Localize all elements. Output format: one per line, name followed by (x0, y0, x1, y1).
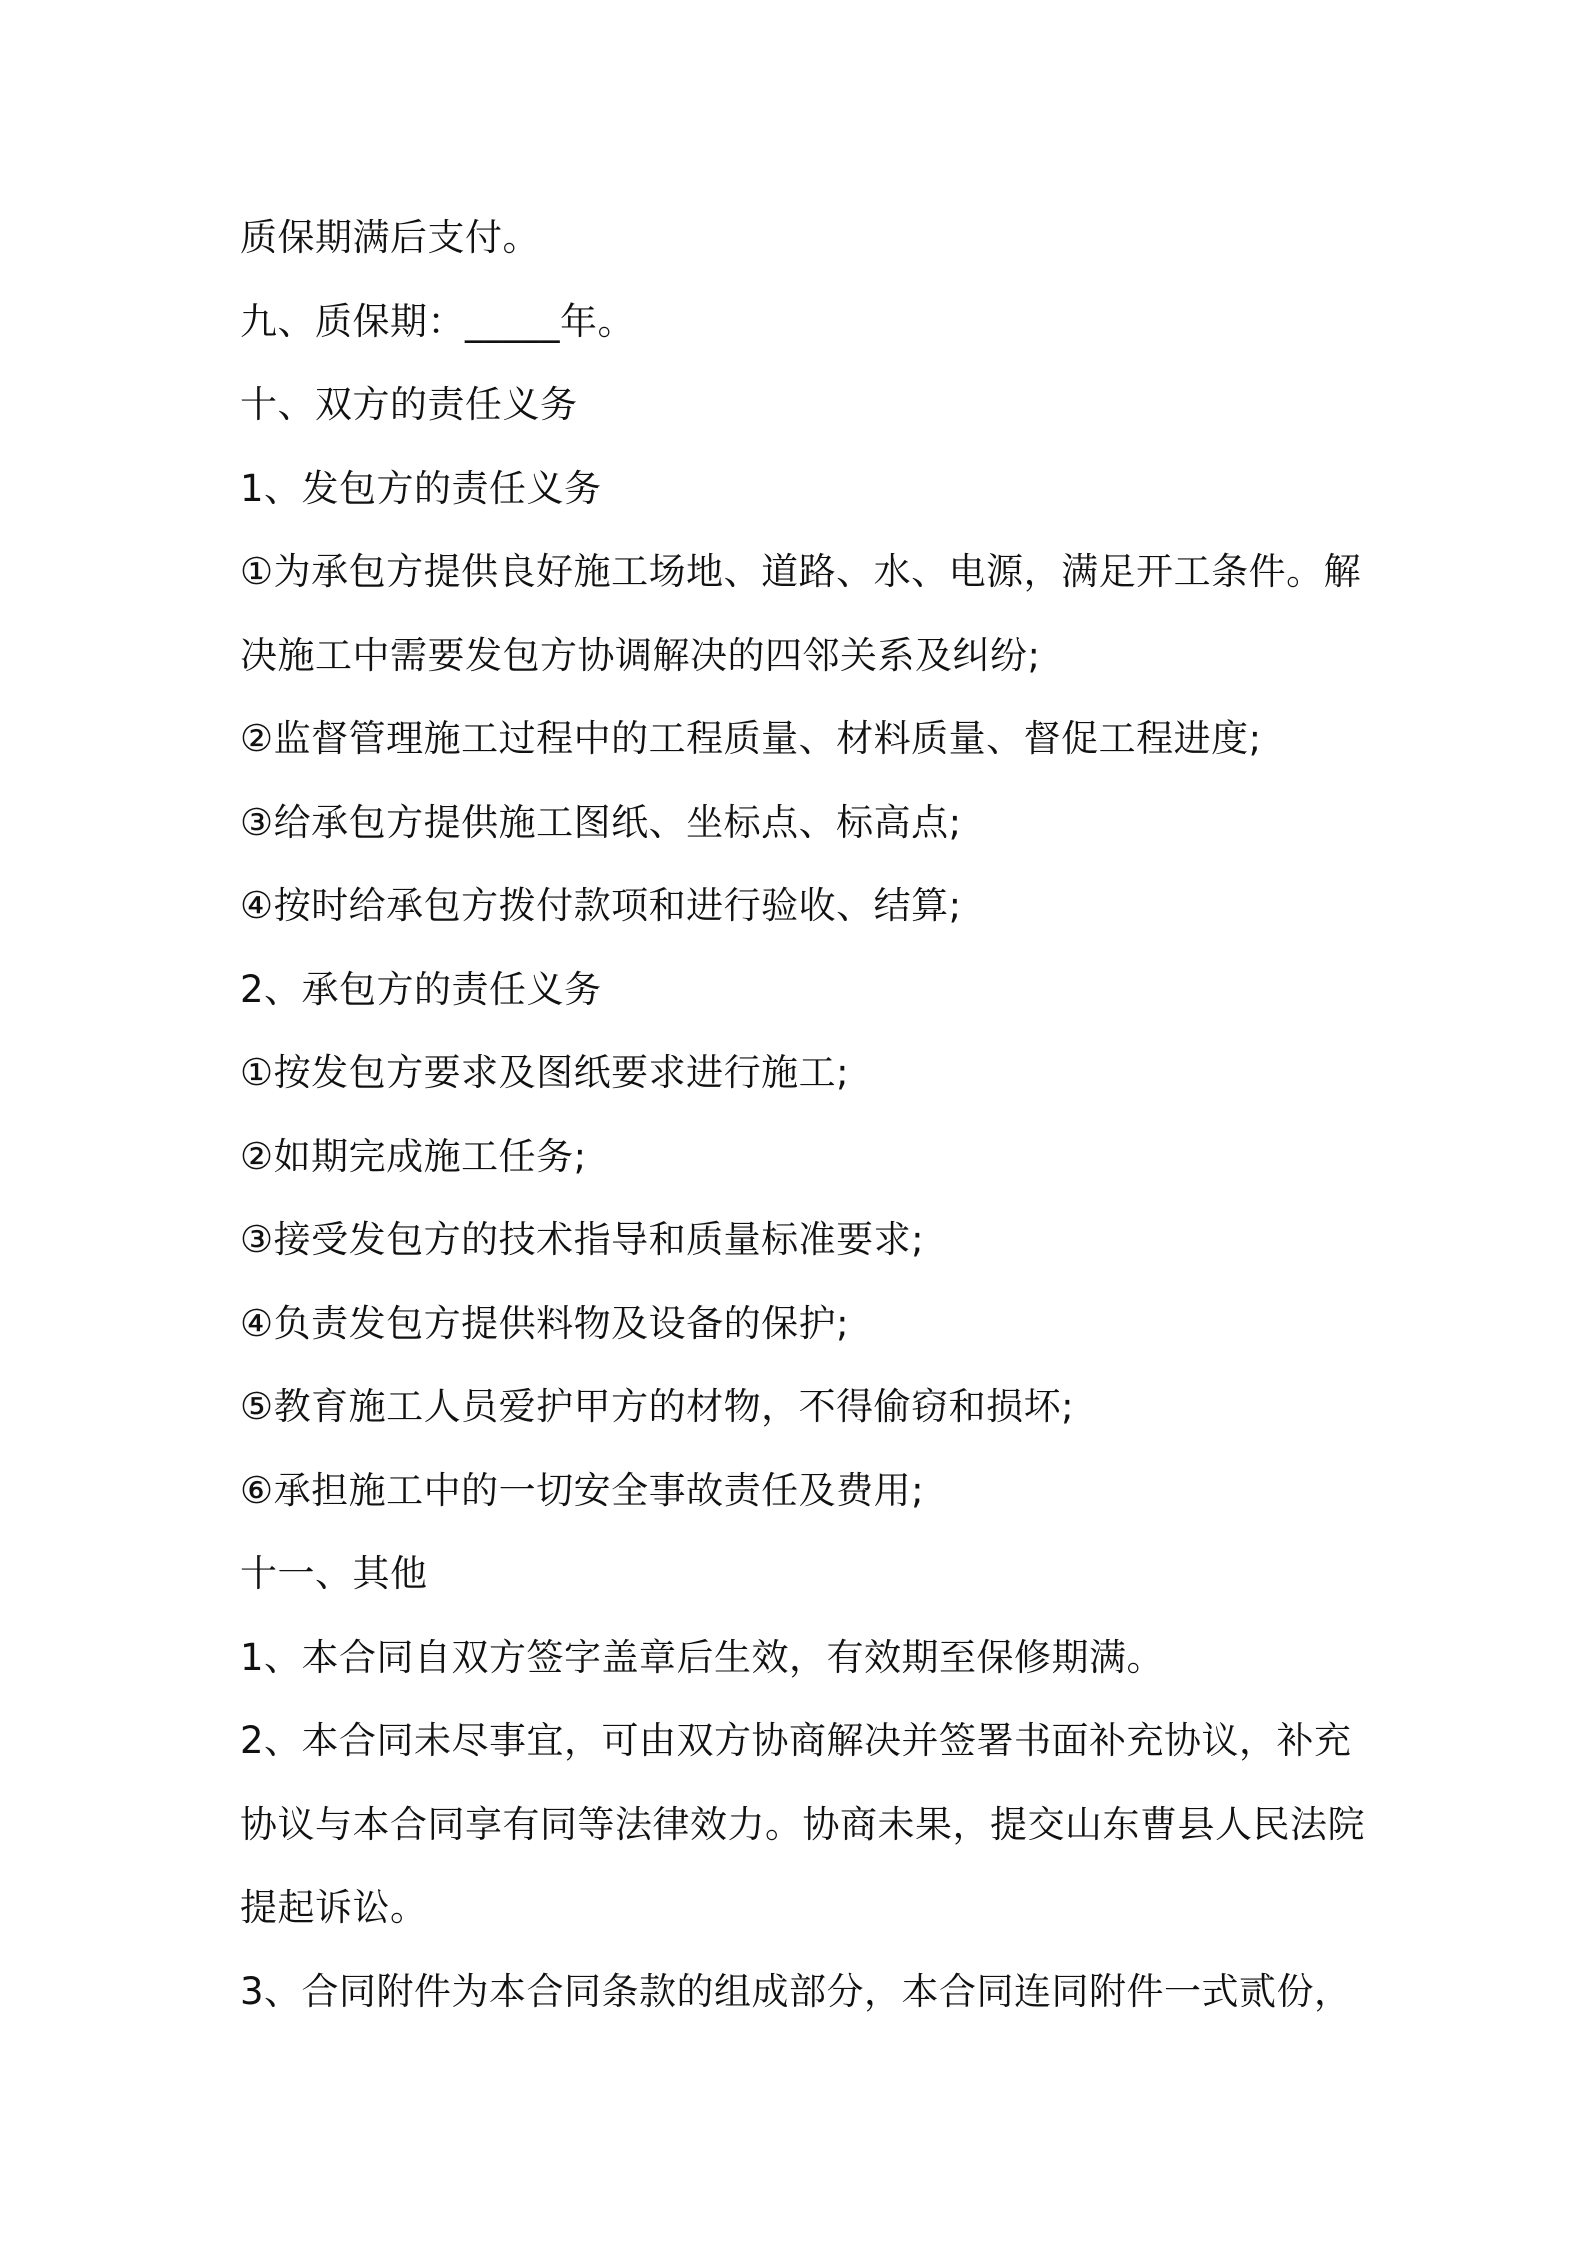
text-line: 2、本合同未尽事宜，可由双方协商解决并签署书面补充协议，补充 (240, 1719, 1352, 1762)
text-line: ⑤教育施工人员爱护甲方的材物，不得偷窃和损坏; (240, 1385, 1075, 1428)
section-heading: 十、双方的责任义务 (240, 383, 578, 426)
text-line: 决施工中需要发包方协调解决的四邻关系及纠纷; (240, 633, 1041, 677)
text-line: ①按发包方要求及图纸要求进行施工; (240, 1051, 850, 1094)
text-line: ④按时给承包方拨付款项和进行验收、结算; (240, 884, 962, 927)
document-body (240, 196, 1365, 2033)
text-line: ⑥承担施工中的一切安全事故责任及费用; (240, 1468, 925, 1512)
text-line: ③接受发包方的技术指导和质量标准要求; (240, 1218, 925, 1261)
text-line: 质保期满后支付。 (240, 216, 540, 259)
text-line: 1、本合同自双方签字盖章后生效，有效期至保修期满。 (240, 1635, 1165, 1679)
subsection-heading: 2、承包方的责任义务 (240, 967, 602, 1011)
text-line: 3、合同附件为本合同条款的组成部分，本合同连同附件一式贰份， (240, 1969, 1352, 2013)
subsection-heading: 1、发包方的责任义务 (240, 466, 602, 510)
text-line: 协议与本合同享有同等法律效力。协商未果，提交山东曹县人民法院 (240, 1802, 1365, 1846)
text-line: ④负责发包方提供料物及设备的保护; (240, 1301, 850, 1345)
text-line: ②如期完成施工任务; (240, 1134, 587, 1178)
text-line: ①为承包方提供良好施工场地、道路、水、电源，满足开工条件。解 (240, 550, 1362, 593)
text-line: ③给承包方提供施工图纸、坐标点、标高点; (240, 800, 962, 844)
text-line: ②监督管理施工过程中的工程质量、材料质量、督促工程进度; (240, 717, 1262, 760)
text-line: 提起诉讼。 (240, 1886, 428, 1929)
section-heading: 十一、其他 (240, 1552, 428, 1595)
text-line: 九、质保期：_____年。 (240, 299, 635, 343)
